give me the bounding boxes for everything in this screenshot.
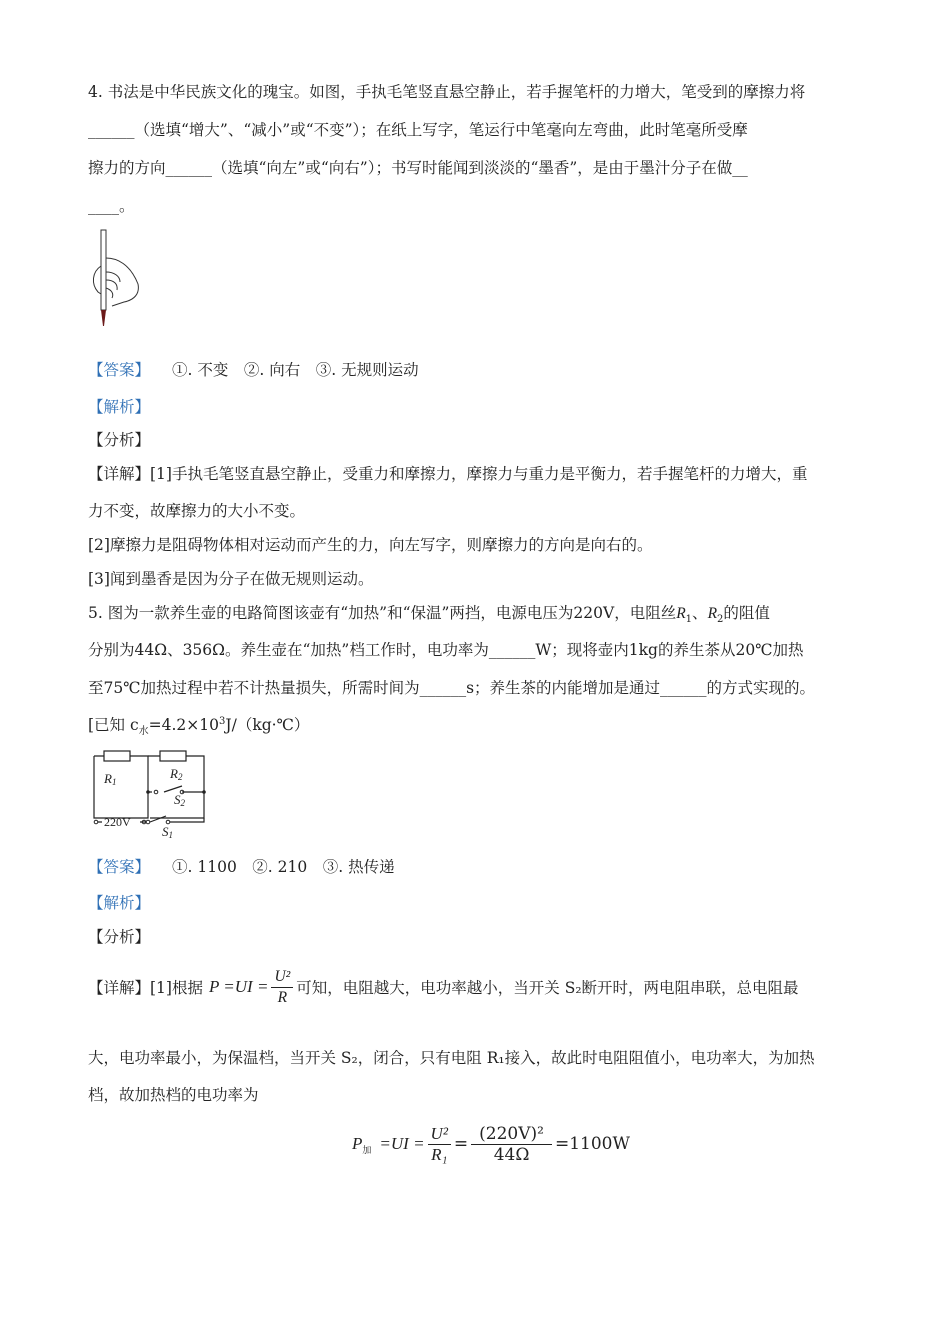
q5-detail-line1	[88, 962, 799, 1012]
q4-text-line3: 擦力的方向______（选填“向左”或“向右”）；书写时能闻到淡淡的“墨香”，是由于墨汁分子在做__	[88, 159, 748, 177]
q5-answer-tag: 【答案】	[88, 858, 151, 876]
eq-num-2: (220V)²	[471, 1124, 552, 1145]
label-r2: R2	[170, 766, 183, 782]
q5-fenxi: 【分析】	[88, 928, 151, 946]
q4-detail-line4: [3]闻到墨香是因为分子在做无规则运动。	[88, 570, 374, 588]
q5-r1-sub: 1	[685, 614, 693, 626]
eq-fraction-2	[471, 1124, 552, 1165]
q5-text-line4	[88, 713, 309, 737]
q5-detail-line3: 档，故加热档的电功率为	[88, 1086, 259, 1104]
q5-known-a: [已知 c	[88, 716, 139, 734]
q5-known-c: J/（kg·℃）	[225, 716, 310, 734]
label-r1: R1	[104, 771, 117, 787]
q5-known-sub: 水	[138, 726, 149, 738]
q4-fenxi: 【分析】	[88, 431, 151, 449]
label-220v: 220V	[104, 815, 131, 829]
q5-detail-prefix: 【详解】[1]根据	[88, 979, 203, 997]
q5-line1a: 5. 图为一款养生壶的电路简图该壶有“加热”和“保温”两挡，电源电压为220V，电阻丝	[88, 604, 677, 622]
q4-detail-line3: [2]摩擦力是阻碍物体相对运动而产生的力，向左写字，则摩擦力的方向是向右的。	[88, 536, 653, 554]
eq-result: =1100W	[554, 1134, 630, 1154]
q4-detail-line1: 【详解】[1]手执毛笔竖直悬空静止，受重力和摩擦力，摩擦力与重力是平衡力，若手握笔杆的力增大，重	[88, 465, 808, 483]
brush-hand-figure	[92, 228, 148, 330]
q4-detail-line2: 力不变，故摩擦力的大小不变。	[88, 502, 306, 520]
q5-answer: ①. 1100 ②. 210 ③. 热传递	[172, 858, 395, 876]
q5-r2-sub: 2	[717, 614, 724, 626]
formula-lhs: P =UI =	[208, 977, 269, 996]
eq-den-1: R₁	[431, 1144, 448, 1164]
label-s2: S2	[174, 792, 185, 808]
formula-numerator: U²	[271, 967, 293, 988]
eq-equals: =	[453, 1134, 469, 1154]
eq-p: P	[352, 1134, 363, 1153]
formula-fraction	[271, 967, 293, 1008]
q5-text-line1	[88, 601, 770, 625]
q4-text-line2: ______（选填“增大”、“减小”或“不变”）；在纸上写字，笔运行中笔毫向左弯曲，此时笔毫所受摩	[88, 121, 748, 139]
eq-num-1: U²	[428, 1124, 451, 1145]
resistor-r1	[104, 751, 130, 761]
label-s1: S1	[162, 824, 173, 840]
q4-answer-tag: 【答案】	[88, 361, 151, 379]
q4-text-line4: ____。	[88, 197, 135, 215]
eq-fraction-1	[428, 1124, 451, 1165]
resistor-r2	[160, 751, 186, 761]
q5-detail-line2: 大，电功率最小，为保温档，当开关 S₂，闭合，只有电阻 R₁接入，故此时电阻阻值小，电功率大，为加热	[88, 1049, 815, 1067]
circuit-diagram	[90, 748, 214, 840]
eq-den-2: 44Ω	[493, 1144, 530, 1165]
q5-detail-suffix: 可知，电阻越大，电功率越小，当开关 S₂断开时，两电阻串联，总电阻最	[296, 979, 799, 997]
eq-mid: =UI =	[379, 1134, 425, 1153]
q5-text-line3: 至75℃加热过程中若不计热量损失，所需时间为______s；养生茶的内能增加是通过______的方式实现的。	[88, 679, 816, 697]
q5-known-b: =4.2×10	[148, 716, 220, 734]
q5-r1: R	[676, 605, 686, 622]
q5-text-line2: 分别为44Ω、356Ω。养生壶在“加热”档工作时，电功率为______W；现将壶内1kg的养生茶从20℃加热	[88, 641, 804, 659]
q5-line1b: 的阻值	[723, 604, 770, 622]
q5-sep: 、	[692, 604, 708, 622]
formula-denominator: R	[277, 988, 288, 1006]
q4-analysis-tag: 【解析】	[88, 398, 151, 416]
q4-text-line1: 4. 书法是中华民族文化的瑰宝。如图，手执毛笔竖直悬空静止，若手握笔杆的力增大，笔受到的摩擦力将	[88, 83, 806, 101]
q5-analysis-tag: 【解析】	[88, 894, 151, 912]
q5-known-sup: 3	[219, 715, 226, 727]
q5-r2: R	[707, 605, 718, 622]
eq-p-sub: 加	[362, 1145, 372, 1156]
power-equation	[352, 1118, 630, 1170]
q4-answer: ①. 不变 ②. 向右 ③. 无规则运动	[172, 361, 419, 379]
